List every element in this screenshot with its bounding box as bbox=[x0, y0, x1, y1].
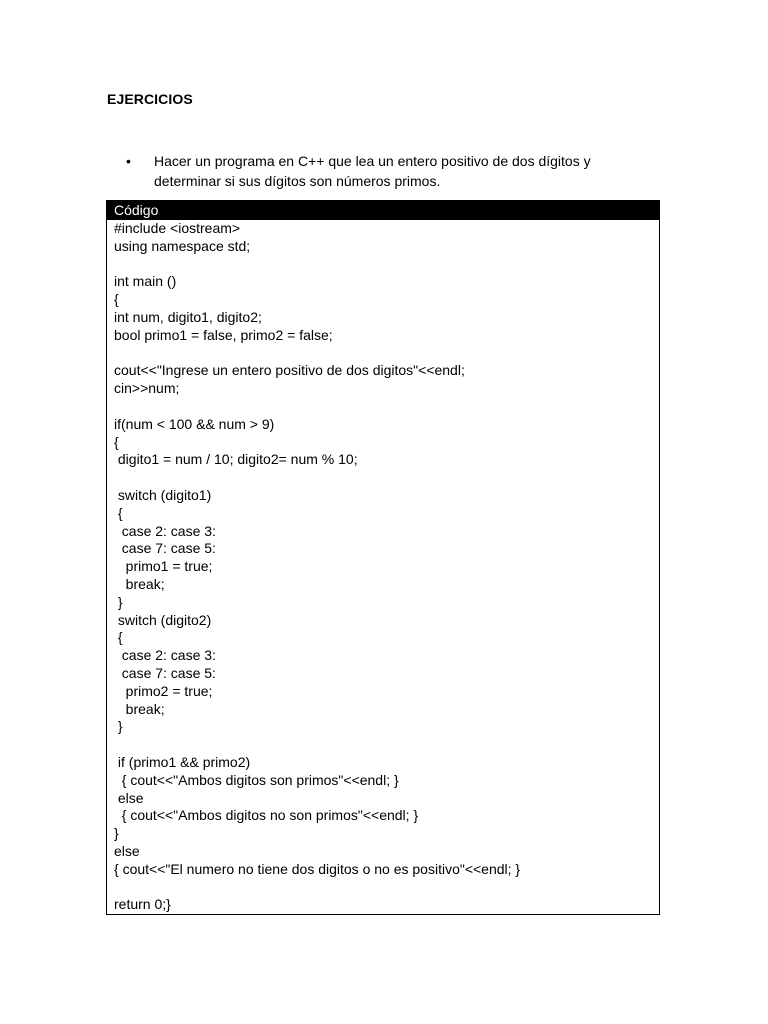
code-line: primo1 = true; bbox=[114, 558, 213, 575]
code-line: if (primo1 && primo2) bbox=[114, 753, 251, 770]
code-line: switch (digito2) bbox=[114, 611, 212, 628]
code-line: else bbox=[114, 789, 144, 806]
code-line: { bbox=[114, 629, 123, 646]
code-line: case 7: case 5: bbox=[114, 664, 216, 681]
code-line: cout<<"Ingrese un entero positivo de dos digitos"<<endl; bbox=[114, 362, 465, 379]
code-line: using namespace std; bbox=[114, 237, 251, 254]
code-table bbox=[106, 200, 660, 915]
exercise-list bbox=[124, 151, 644, 191]
code-line bbox=[114, 345, 659, 363]
code-line: { cout<<"Ambos digitos no son primos"<<endl; } bbox=[114, 807, 419, 824]
code-line: primo2 = true; bbox=[114, 682, 213, 699]
code-line bbox=[114, 256, 659, 274]
code-line: } bbox=[114, 825, 119, 842]
code-line: case 7: case 5: bbox=[114, 540, 216, 557]
code-line: case 2: case 3: bbox=[114, 522, 216, 539]
code-line: { cout<<"El numero no tiene dos digitos o no es positivo"<<endl; } bbox=[114, 860, 521, 877]
code-line: } bbox=[114, 593, 123, 610]
code-line: break; bbox=[114, 575, 165, 592]
code-line bbox=[114, 878, 659, 896]
page-title: EJERCICIOS bbox=[107, 91, 193, 107]
code-table-header: Código bbox=[107, 201, 659, 220]
exercise-text bbox=[154, 151, 644, 191]
code-line: int num, digito1, digito2; bbox=[114, 308, 262, 325]
exercise-text-line-1: Hacer un programa en C++ que lea un entero positivo de dos dígitos y bbox=[154, 153, 591, 169]
code-listing bbox=[107, 220, 659, 914]
code-line: } bbox=[114, 718, 123, 735]
code-line: switch (digito1) bbox=[114, 486, 212, 503]
code-line: #include <iostream> bbox=[114, 220, 241, 236]
code-line: if(num < 100 && num > 9) bbox=[114, 415, 275, 432]
code-line bbox=[114, 736, 659, 754]
code-line: cin>>num; bbox=[114, 380, 180, 397]
code-line: { bbox=[114, 433, 119, 450]
code-line: return 0;} bbox=[114, 896, 171, 913]
code-line: { bbox=[114, 504, 123, 521]
code-line: case 2: case 3: bbox=[114, 647, 216, 664]
code-line: else bbox=[114, 842, 140, 859]
code-line: break; bbox=[114, 700, 165, 717]
exercise-text-line-2: determinar si sus dígitos son números primos. bbox=[154, 173, 441, 189]
code-line: bool primo1 = false, primo2 = false; bbox=[114, 326, 333, 343]
list-item bbox=[124, 151, 644, 191]
code-line: digito1 = num / 10; digito2= num % 10; bbox=[114, 451, 358, 468]
bullet-icon: • bbox=[126, 153, 131, 169]
code-line: { bbox=[114, 291, 119, 308]
code-line: int main () bbox=[114, 273, 177, 290]
code-line bbox=[114, 469, 659, 487]
code-line: { cout<<"Ambos digitos son primos"<<endl; } bbox=[114, 771, 399, 788]
code-line bbox=[114, 398, 659, 416]
